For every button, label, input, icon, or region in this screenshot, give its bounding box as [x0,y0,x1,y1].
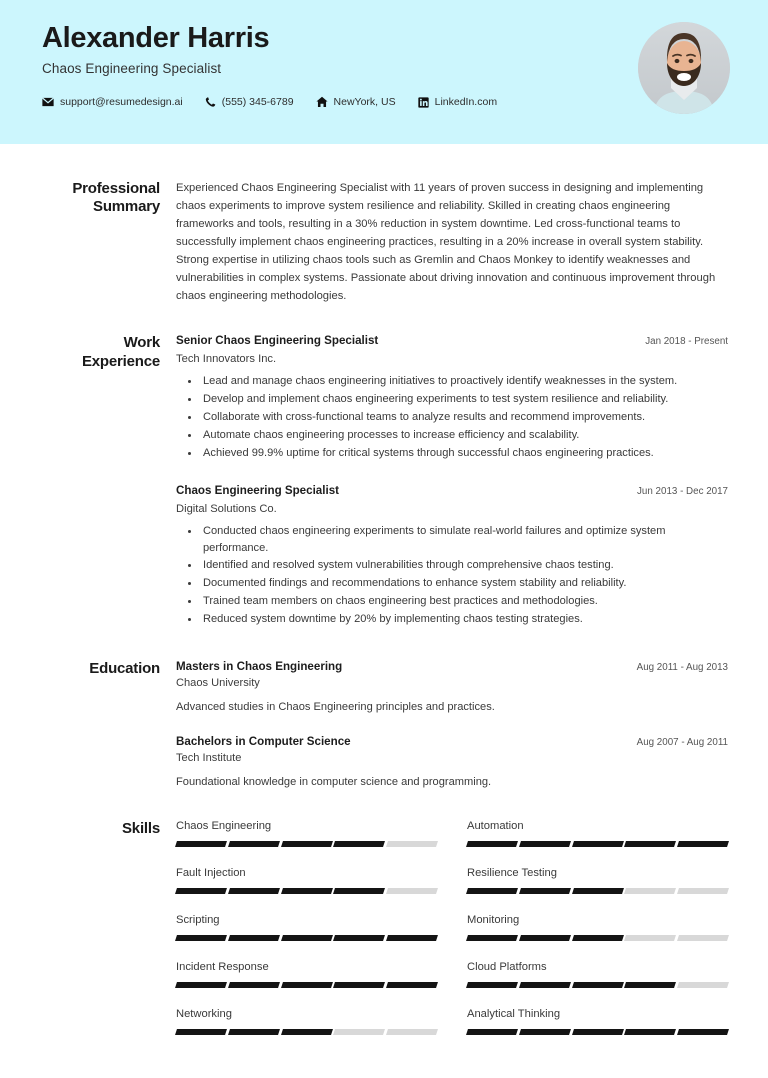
education-degree: Bachelors in Computer Science [176,734,351,748]
education-item [176,660,728,713]
education-school: Chaos University [176,676,260,689]
skill-level-segment [281,1029,333,1035]
work-bullet: • Develop and implement chaos engineering experiments to test system resilience and reliability. [200,391,728,408]
education-school: Tech Institute [176,751,242,764]
skill-level-segment [624,841,676,847]
skill-level-segment [466,935,518,941]
education-description: Advanced studies in Chaos Engineering principles and practices. [176,700,495,713]
skill-level-segment [572,1029,624,1035]
education-item [176,735,728,788]
work-item-header [176,484,728,497]
work-bullet: • Lead and manage chaos engineering initiatives to proactively identify weaknesses in the system. [200,373,728,390]
skill-level-segment [624,982,676,988]
skill-level-bar [176,982,437,988]
skill-name: Analytical Thinking [467,1007,561,1020]
skill-name: Networking [176,1007,232,1020]
skill-level-segment [281,888,333,894]
section-skills [42,820,728,1055]
education-item-header [176,660,728,673]
skill-level-bar [467,888,728,894]
skill-level-bar [467,841,728,847]
skill-level-segment [386,935,438,941]
skill-level-segment [677,841,729,847]
skill-level-bar [467,1029,728,1035]
skill-level-segment [466,1029,518,1035]
envelope-icon [42,96,54,108]
work-bullet: • Trained team members on chaos engineering best practices and methodologies. [200,593,728,610]
contact-phone-text: (555) 345-6789 [221,96,294,109]
skill-level-segment [677,982,729,988]
work-date: Jan 2018 - Present [645,336,728,348]
skill-level-segment [386,841,438,847]
skill-level-segment [228,982,280,988]
skill-name: Scripting [176,913,220,926]
skill-level-segment [677,1029,729,1035]
work-company: Digital Solutions Co. [176,502,277,515]
section-title-summary: Professional Summary [72,180,160,216]
section-education [42,660,728,788]
resume-header [0,0,768,144]
skill-level-segment [175,1029,227,1035]
education-item-header [176,735,728,748]
education-body [176,660,728,788]
summary-body [176,180,728,305]
section-title-work: Work Experience [81,334,160,370]
skill-name: Cloud Platforms [467,960,547,973]
skill-level-segment [572,935,624,941]
skill-item [176,820,437,867]
skill-level-segment [228,841,280,847]
skill-level-segment [175,982,227,988]
contact-phone[interactable] [205,96,294,108]
skill-level-segment [333,982,385,988]
candidate-name: Alexander Harris [42,22,270,54]
section-title-education: Education [89,659,160,677]
skill-level-segment [281,935,333,941]
skill-level-segment [333,1029,385,1035]
education-date: Aug 2007 - Aug 2011 [636,736,728,748]
skill-item [467,914,728,961]
skill-level-segment [519,888,571,894]
skill-item [467,820,728,867]
skill-item [176,867,437,914]
skill-level-segment [466,982,518,988]
work-item-header [176,334,728,347]
skill-level-segment [466,888,518,894]
skill-level-segment [677,888,729,894]
skill-level-bar [467,935,728,941]
skill-level-segment [572,888,624,894]
work-bullets [176,373,728,461]
education-degree: Masters in Chaos Engineering [176,659,343,673]
skill-level-bar [176,935,437,941]
linkedin-icon [418,97,429,108]
work-role: Senior Chaos Engineering Specialist [176,334,379,348]
work-date: Jun 2013 - Dec 2017 [637,485,728,497]
candidate-job-title: Chaos Engineering Specialist [42,61,222,77]
resume-body [0,180,768,1055]
skill-name: Automation [467,819,524,832]
skill-level-segment [281,841,333,847]
skill-level-segment [624,935,676,941]
phone-icon [205,96,216,108]
skill-level-segment [228,935,280,941]
skill-name: Chaos Engineering [176,819,272,832]
contact-linkedin[interactable] [418,96,497,108]
work-bullet: • Documented findings and recommendations to enhance system stability and reliability. [200,575,728,592]
skill-item [467,961,728,1008]
skill-level-segment [677,935,729,941]
skill-level-segment [572,982,624,988]
skill-level-bar [467,982,728,988]
skill-item [176,1008,437,1055]
skill-level-bar [176,1029,437,1035]
work-bullet: • Identified and resolved system vulnerabilities through comprehensive chaos testing. [200,557,728,574]
skill-level-segment [572,841,624,847]
work-bullets [176,523,728,628]
contact-row [42,96,728,108]
section-professional-summary [42,180,728,305]
skill-level-segment [624,1029,676,1035]
work-bullet: • Achieved 99.9% uptime for critical systems through successful chaos engineering practices. [200,445,728,462]
work-bullet: • Automate chaos engineering processes to increase efficiency and scalability. [200,427,728,444]
skill-level-segment [228,1029,280,1035]
skill-name: Monitoring [467,913,520,926]
work-body [176,334,728,628]
skill-level-segment [175,935,227,941]
skill-name: Resilience Testing [467,866,557,879]
summary-text: Experienced Chaos Engineering Specialist with 11 years of proven success in designing and implementing chaos experiments to improve system resilience and reliability. Skilled in creating chaos engineering frameworks and tools, resulting in a 30% reduction in system downtime. Led cross-functional teams to successfully implement chaos engineering practices, resulting in a 20% increase in overall system stability. Strong expertise in utilizing chaos tools such as Gremlin and Chaos Monkey to identify weaknesses and vulnerabilities in complex systems. Passionate about driving innovation and continuous improvement through chaos engineering methodologies. [176,182,716,302]
contact-email-text: support@resumedesign.ai [60,96,183,109]
skill-item [176,961,437,1008]
skill-level-segment [386,982,438,988]
contact-email[interactable] [42,96,183,108]
skill-level-segment [281,982,333,988]
section-work-experience [42,334,728,628]
skill-level-segment [228,888,280,894]
work-bullet: • Conducted chaos engineering experiments to simulate real-world failures and optimize system performance. [200,523,728,557]
skill-name: Incident Response [176,960,269,973]
avatar [638,22,730,114]
skill-level-segment [466,841,518,847]
work-company: Tech Innovators Inc. [176,353,277,366]
work-bullet: • Reduced system downtime by 20% by implementing chaos testing strategies. [200,611,728,628]
education-date: Aug 2011 - Aug 2013 [636,661,728,673]
skill-level-segment [386,888,438,894]
skill-level-segment [386,1029,438,1035]
work-bullet: • Collaborate with cross-functional teams to analyze results and recommend improvements. [200,409,728,426]
skill-level-segment [519,982,571,988]
skill-level-segment [333,888,385,894]
skill-level-segment [175,888,227,894]
skill-level-segment [175,841,227,847]
skill-name: Fault Injection [176,866,246,879]
work-item [176,334,728,461]
contact-linkedin-text: LinkedIn.com [434,96,498,109]
skill-level-segment [333,841,385,847]
skill-item [467,1008,728,1055]
skill-level-bar [176,888,437,894]
contact-location-text: NewYork, US [333,96,396,109]
skill-level-segment [519,841,571,847]
education-description: Foundational knowledge in computer science and programming. [176,775,492,788]
skill-level-bar [176,841,437,847]
skills-grid [176,820,728,1055]
skill-level-segment [333,935,385,941]
contact-location[interactable] [316,96,396,108]
skill-item [467,867,728,914]
skill-level-segment [519,1029,571,1035]
section-title-skills: Skills [122,819,160,837]
skill-level-segment [519,935,571,941]
home-icon [316,96,328,108]
skill-level-segment [624,888,676,894]
work-role: Chaos Engineering Specialist [176,483,339,497]
work-item [176,484,728,628]
skills-body [176,820,728,1055]
skill-item [176,914,437,961]
